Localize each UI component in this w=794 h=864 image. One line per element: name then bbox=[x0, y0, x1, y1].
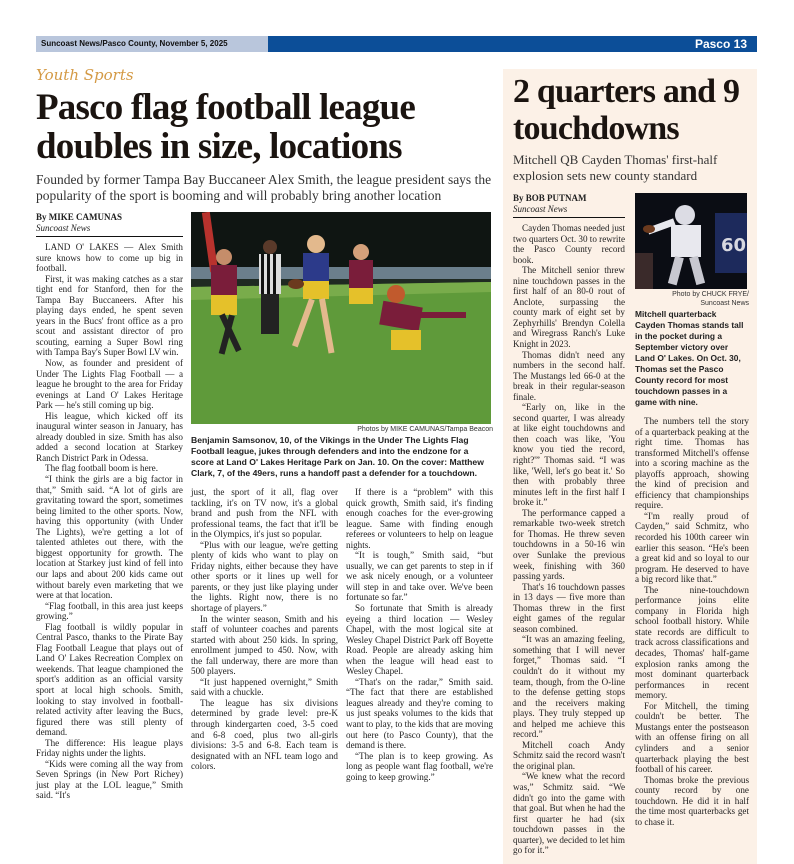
main-column-3 bbox=[346, 487, 493, 782]
section-kicker: Youth Sports bbox=[36, 66, 134, 84]
paragraph: Cayden Thomas needed just two quarters Oct. 30 to rewrite the Pasco County record book. bbox=[513, 223, 625, 265]
paragraph: Thomas didn't need any numbers in the second half. The Mustangs led 66-0 at the break in their regular-season finale. bbox=[513, 349, 625, 402]
paragraph: LAND O' LAKES — Alex Smith sure knows how to come up big in football. bbox=[36, 242, 183, 274]
paragraph: The numbers tell the story of a quarterback peaking at the right time. Thomas has transformed Mitchell's offense into a scoring machine as the playoffs approach, showing the kind of precision and efficiency that championships require. bbox=[635, 416, 749, 511]
publication-date: Suncoast News/Pasco County, November 5, 2025 bbox=[41, 39, 228, 48]
sidebar-left-column bbox=[513, 193, 625, 856]
main-photo-caption: Benjamin Samsonov, 10, of the Vikings in the Under The Lights Flag Football league, jukes through defenders and into the endzone for a score at Land O' Lakes Heritage Park on Jan. 10. On the cover: Matthew Clark, 7, of the 49ers, runs a handoff past a defender for a touchdown. bbox=[191, 435, 484, 478]
byline-rule bbox=[36, 236, 183, 237]
photo-illustration bbox=[191, 212, 491, 424]
main-byline bbox=[36, 212, 183, 234]
paragraph: “We knew what the record was,” Schmitz said. “We didn't go into the game with that goal. But when he had the first quarter he had (six touchdown passes in the quarter), we decided to let him go for it.” bbox=[513, 771, 625, 856]
paragraph: So fortunate that Smith is already eyeing a third location — Wesley Chapel, with the most logical site at Wesley Chapel District Park off Boyette Road. People are already asking him when the league will head east to Wesley Chapel. bbox=[346, 603, 493, 677]
folio-bar-left bbox=[36, 36, 268, 52]
paragraph: The performance capped a remarkable two-week stretch for Thomas. He threw seven touchdowns in a 50-16 win over Sunlake the previous week, finishing with 360 passing yards. bbox=[513, 507, 625, 582]
photo-illustration bbox=[635, 193, 747, 289]
paragraph: That's 16 touchdown passes in 13 days — five more than Thomas threw in the first eight games of the regular season combined. bbox=[513, 581, 625, 634]
paragraph: “It just happened overnight,” Smith said with a chuckle. bbox=[191, 676, 338, 698]
paragraph: The difference: His league plays Friday nights under the lights. bbox=[36, 737, 183, 759]
paragraph: Mitchell coach Andy Schmitz said the record wasn't the original plan. bbox=[513, 739, 625, 771]
paragraph: “I'm really proud of Cayden,” said Schmitz, who recorded his 100th career win earlier this season. “He's been a great kid and so loyal to our program. He deserved to have a big record like that.” bbox=[635, 510, 749, 585]
byline-affiliation: Suncoast News bbox=[36, 223, 91, 233]
sidebar-photo-caption: Mitchell quarterback Cayden Thomas stands tall in the pocket during a September victory over Land O' Lakes. On Oct. 30, Thomas set the Pasco County record for most touchdown passes in a game with nine. bbox=[635, 309, 744, 407]
section-page-number: Pasco 13 bbox=[694, 37, 747, 51]
paragraph: “I think the girls are a big factor in that,” Smith said. “A lot of girls are gravitating toward the sport, sometimes being limited to the other sports. Now, having this opportunity (with Under The Lights), we're getting a lot of talented athletes out there, with the biggest opportunity for growth. The location at Starkey just kind of fell into our laps and about 200 kids came out without barely even marketing that we were at that location. bbox=[36, 474, 183, 601]
paragraph: Flag football is wildly popular in Central Pasco, thanks to the Pirate Bay Flag Football League that plays out of Land O' Lakes Recreation Complex on weekends. That league championed the sport's addition as an official varsity sport at local high schools. Smith, looking to stay involved in football-related activity after leaving the Bucs, figured there was still plenty of demand. bbox=[36, 621, 183, 738]
paragraph: First, it was making catches as a star tight end for Stanford, then for the Tampa Bay Buccaneers. After his playing days ended, he spent seven years in the Bucs' front office as a pro scout and assistant director of pro scouting, earning a Super Bowl ring with Tampa Bay's Super Bowl LV win. bbox=[36, 273, 183, 358]
main-photo-credit: Photos by MIKE CAMUNAS/Tampa Beacon bbox=[357, 426, 493, 433]
main-right-area bbox=[191, 212, 493, 782]
paragraph: The league has six divisions determined by grade level: pre-K through kindergarten coed, 3-5 coed and 6-8 coed, plus two all-girls divisions: 3-5 and 6-8. Each team is designated with an NFL team logo and colors. bbox=[191, 697, 338, 772]
quarterback-photo bbox=[635, 193, 747, 289]
paragraph: “It was an amazing feeling, something that I will never forget,” Thomas said. “I couldn't do it without my team, though, from the O-line to the defense getting stops and the receivers making plays. They truly stepped up and helped me achieve this record.” bbox=[513, 634, 625, 740]
paragraph: For Mitchell, the timing couldn't be better. The Mustangs enter the postseason with an offense firing on all cylinders and a senior quarterback playing the best football of his career. bbox=[635, 700, 749, 775]
sidebar-deck: Mitchell QB Cayden Thomas' first-half explosion sets new county standard bbox=[513, 152, 718, 183]
folio-bar-right bbox=[268, 36, 757, 52]
sidebar-story-box bbox=[503, 69, 757, 864]
main-deck: Founded by former Tampa Bay Buccaneer Alex Smith, the league president says the popularity of the sport is booming and will probably bring another location bbox=[36, 172, 492, 203]
paragraph: just, the sport of it all, flag over tackling, it's on TV now, it's a global brand and push from the NFL with professional teams, the fact that it'll be in the Olympics, it's just so popular. bbox=[191, 487, 338, 540]
sidebar-column-2 bbox=[635, 416, 749, 827]
main-column-2 bbox=[191, 487, 338, 772]
main-headline: Pasco flag football league doubles in size, locations bbox=[36, 87, 415, 167]
paragraph: “Flag football, in this area just keeps growing.” bbox=[36, 600, 183, 622]
byline-rule bbox=[513, 217, 625, 218]
paragraph: “Kids were coming all the way from Seven Springs (in New Port Richey) just play at the LOL league,” Smith said. “It's bbox=[36, 758, 183, 801]
main-left-column bbox=[36, 212, 183, 801]
sidebar-column-1 bbox=[513, 223, 625, 856]
credit-line: Suncoast News bbox=[700, 300, 749, 307]
flag-football-photo bbox=[191, 212, 491, 424]
paragraph: “The plan is to keep growing. As long as people want flag football, we're going to keep growing.” bbox=[346, 750, 493, 782]
main-story bbox=[36, 66, 493, 801]
byline-author: By MIKE CAMUNAS bbox=[36, 212, 123, 222]
paragraph: “Plus with our league, we're getting plenty of kids who want to play on Friday nights, either because they have other sports or it lines up well for parents, or they just like playing under the lights. Right now, there is no shortage of players.” bbox=[191, 539, 338, 614]
paragraph: “Early on, like in the second quarter, I was already at like eight touchdowns and then coach was like, 'You know you tied the record, right?'” Thomas said. “I was like, 'Well, let's go beat it.' So then with probably three minutes left in the first half I broke it.” bbox=[513, 402, 625, 508]
paragraph: His league, which kicked off its inaugural winter season in January, has already doubled in size. Smith has also added a second location at Starkey Ranch District Park in Odessa. bbox=[36, 410, 183, 463]
paragraph: “That's on the radar,” Smith said. “The fact that there are established leagues already and they're coming to us just speaks volumes to the kids that want to play, to the kids that are moving out here (to Pasco County), that the demand is there. bbox=[346, 676, 493, 751]
paragraph: “It is tough,” Smith said, “but usually, we can get parents to step in if we ask nicely enough, or a volunteer will step in and take over. We've been fortunate so far.” bbox=[346, 550, 493, 603]
credit-line: Photo by CHUCK FRYE/ bbox=[672, 291, 749, 298]
main-lower-columns bbox=[191, 487, 493, 782]
paragraph: The Mitchell senior threw nine touchdown passes in the first half of an 80-0 rout of Anclote, surpassing the county mark of eight set by Zephyrhills' Brendyn Colella and Wiregrass Ranch's Luke Knight in 2023. bbox=[513, 265, 625, 350]
paragraph: If there is a “problem” with this quick growth, Smith said, it's finding enough coaches for the ever-growing league. Same with finding enough referees or volunteers to help on league nights. bbox=[346, 487, 493, 550]
paragraph: Thomas broke the previous county record by one touchdown. He did it in half the time most quarterbacks get to chase it. bbox=[635, 774, 749, 827]
byline-affiliation: Suncoast News bbox=[513, 204, 568, 214]
paragraph: In the winter season, Smith and his staff of volunteer coaches and parents started with about 250 kids. In spring, enrollment jumped to 450. Now, with the fall underway, there are more than 500 players. bbox=[191, 613, 338, 677]
byline-author: By BOB PUTNAM bbox=[513, 193, 587, 203]
paragraph: The nine-touchdown performance joins elite company in Florida high school football history. While state records are difficult to track across classifications and decades, Thomas' half-game explosion ranks among the most dominant quarterback performances in recent memory. bbox=[635, 584, 749, 701]
jersey-number: 60 bbox=[721, 235, 747, 256]
sidebar-byline bbox=[513, 193, 625, 215]
sidebar-right-column bbox=[635, 193, 749, 827]
sidebar-photo-credit bbox=[635, 290, 749, 308]
main-story-body bbox=[36, 212, 493, 801]
main-column-1 bbox=[36, 242, 183, 801]
sidebar-body bbox=[513, 193, 751, 856]
paragraph: The flag football boom is here. bbox=[45, 463, 159, 474]
sidebar-headline: 2 quarters and 9 touchdowns bbox=[513, 73, 740, 147]
paragraph: Now, as founder and president of Under The Lights Flag Football — a league he brought to the area for Friday evenings at Land O' Lakes Heritage Park — he's still coming up big. bbox=[36, 358, 183, 411]
